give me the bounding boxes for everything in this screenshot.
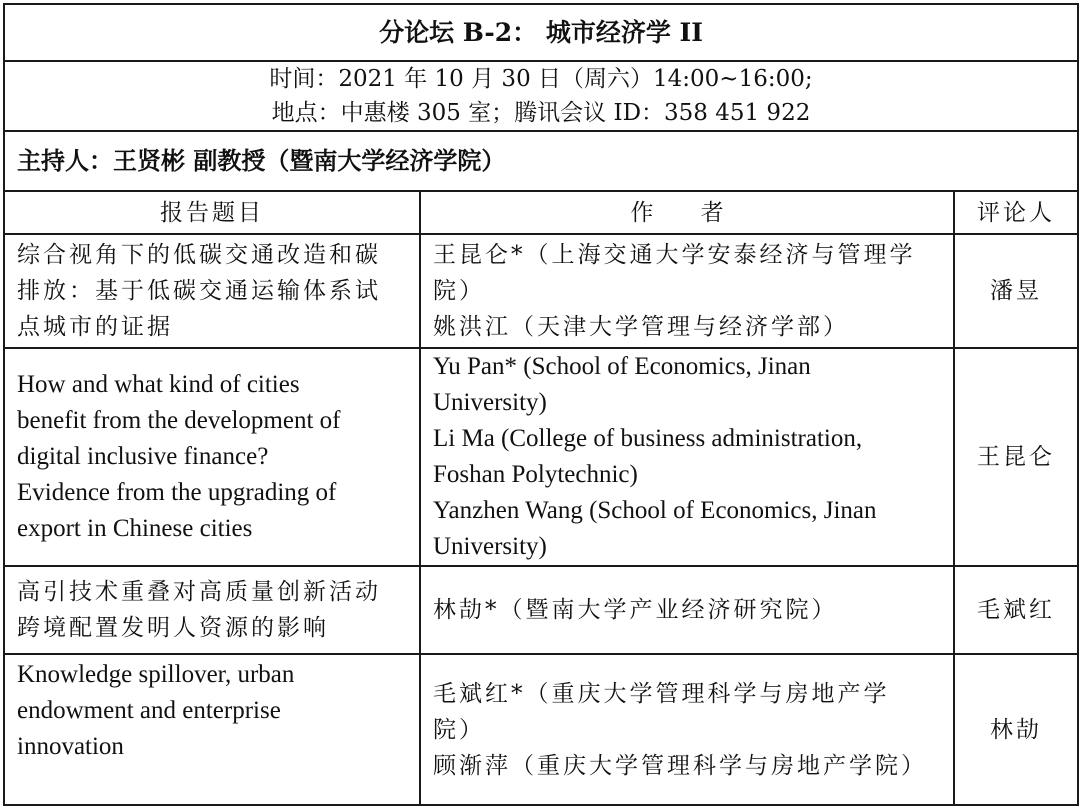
- author-cell: [420, 348, 954, 566]
- topic-cell: [4, 234, 420, 348]
- topic-line: 跨境配置发明人资源的影响: [17, 615, 329, 641]
- topic-line: digital inclusive finance?: [17, 443, 269, 470]
- author-line: 王昆仑*（上海交通大学安泰经济与管理学: [433, 242, 916, 268]
- author-line: 院）: [433, 716, 485, 743]
- author-line: Li Ma (College of business administration,: [433, 425, 863, 452]
- info-row: [4, 61, 1078, 131]
- header-discussant: 评论人: [954, 191, 1078, 234]
- place-text: 地点：中惠楼 305 室；腾讯会议 ID：358 451 922: [271, 100, 811, 126]
- time-place-cell: [4, 61, 1078, 131]
- discussant-cell: 潘昱: [954, 234, 1078, 348]
- topic-line: benefit from the development of: [17, 407, 341, 434]
- topic-line: export in Chinese cities: [17, 515, 253, 542]
- table-row: [4, 654, 1078, 805]
- author-line: University): [433, 533, 547, 560]
- topic-line: How and what kind of cities: [17, 371, 300, 398]
- time-text: 时间：2021 年 10 月 30 日（周六）14:00~16:00;: [269, 66, 813, 92]
- header-row: [4, 191, 1078, 234]
- topic-cell: [4, 654, 420, 805]
- discussant-cell: 王昆仑: [954, 348, 1078, 566]
- author-line: 顾渐萍（重庆大学管理科学与房地产学院）: [433, 752, 927, 779]
- author-line: Yu Pan* (School of Economics, Jinan: [433, 353, 811, 380]
- author-line: Foshan Polytechnic): [433, 461, 638, 488]
- topic-line: 综合视角下的低碳交通改造和碳: [17, 242, 381, 268]
- topic-line: 排放：基于低碳交通运输体系试: [17, 278, 381, 304]
- header-topic: 报告题目: [4, 191, 420, 234]
- header-author: 作 者: [420, 191, 954, 234]
- discussant-cell: 毛斌红: [954, 566, 1078, 654]
- host-text: 主持人：王贤彬 副教授（暨南大学经济学院）: [4, 131, 1078, 191]
- topic-line: 点城市的证据: [17, 314, 173, 340]
- table-row: [4, 348, 1078, 566]
- host-row: [4, 131, 1078, 191]
- author-line: 毛斌红*（重庆大学管理科学与房地产学: [433, 680, 890, 707]
- topic-line: Knowledge spillover, urban: [17, 661, 295, 688]
- author-line: 林劼*（暨南大学产业经济研究院）: [433, 597, 838, 623]
- author-cell: [420, 566, 954, 654]
- forum-schedule-table: [3, 3, 1079, 806]
- forum-title: 分论坛 B-2： 城市经济学 II: [4, 4, 1078, 61]
- topic-line: innovation: [17, 733, 124, 760]
- author-line: 院）: [433, 278, 485, 304]
- author-cell: [420, 234, 954, 348]
- topic-cell: [4, 566, 420, 654]
- topic-line: Evidence from the upgrading of: [17, 479, 337, 506]
- topic-line: endowment and enterprise: [17, 697, 281, 724]
- author-cell: [420, 654, 954, 805]
- table-row: [4, 234, 1078, 348]
- discussant-cell: 林劼: [954, 654, 1078, 805]
- title-row: [4, 4, 1078, 61]
- topic-cell: [4, 348, 420, 566]
- topic-line: 高引技术重叠对高质量创新活动: [17, 579, 381, 605]
- author-line: Yanzhen Wang (School of Economics, Jinan: [433, 497, 877, 524]
- author-line: 姚洪江（天津大学管理与经济学部）: [433, 314, 849, 340]
- table-row: [4, 566, 1078, 654]
- author-line: University): [433, 389, 547, 416]
